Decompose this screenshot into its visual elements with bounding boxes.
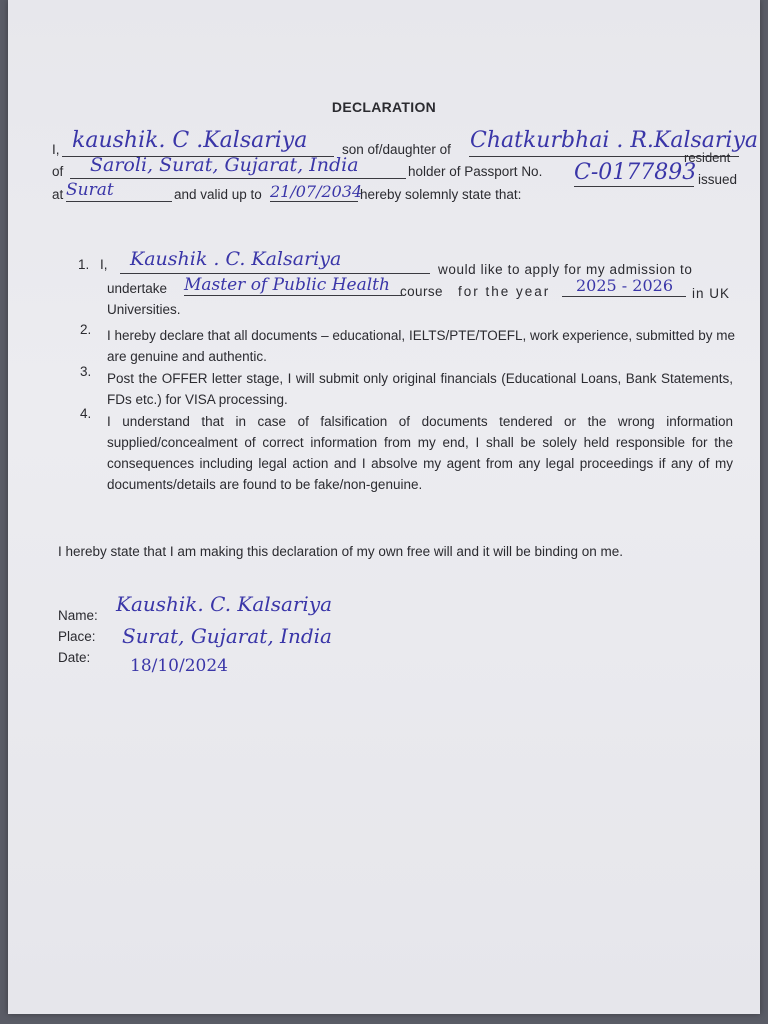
item-1-i-prefix: I, — [100, 257, 108, 272]
item-1-year-label: for the year — [458, 284, 551, 299]
issued-at-handwritten: Surat — [66, 180, 114, 200]
solemn-label: hereby solemnly state that: — [360, 187, 522, 202]
footer-date-handwritten: 18/10/2024 — [130, 656, 228, 676]
item-4-number: 4. — [80, 406, 92, 421]
footer-name-handwritten: Kaushik. C. Kalsariya — [116, 592, 333, 616]
intro-i-prefix: I, — [52, 142, 60, 157]
valid-date-underline — [270, 201, 358, 202]
item-3-number: 3. — [80, 364, 92, 379]
item-1-name-handwritten: Kaushik . C. Kalsariya — [130, 248, 342, 270]
free-will-statement: I hereby state that I am making this declaration of my own free will and it will be binding on me. — [58, 544, 624, 559]
item-1-year-underline — [562, 296, 686, 297]
passport-holder-label: holder of Passport No. — [408, 164, 543, 179]
address-underline — [70, 178, 406, 179]
item-1-text-a: would like to apply for my admission to — [438, 262, 693, 277]
name-label: Name: — [58, 608, 98, 623]
item-1-name-underline — [120, 273, 430, 274]
date-label: Date: — [58, 650, 91, 665]
item-1-undertake-label: undertake — [107, 281, 168, 296]
item-2-text: I hereby declare that all documents – educational, IELTS/PTE/TOEFL, work experience, submitted by me are genuine and authentic. — [107, 328, 735, 364]
address-handwritten: Saroli, Surat, Gujarat, India — [90, 154, 359, 176]
item-2-number: 2. — [80, 322, 92, 337]
item-1-in-uk: in UK — [692, 286, 731, 301]
son-of-label: son of/daughter of — [342, 142, 451, 157]
item-1-year-handwritten: 2025 - 2026 — [576, 276, 674, 295]
parent-name-handwritten: Chatkurbhai . R.Kalsariya — [470, 128, 759, 153]
item-1-course-handwritten: Master of Public Health — [184, 275, 390, 295]
item-3-text: Post the OFFER letter stage, I will submit only original financials (Educational Loans, Bank Statements, FDs etc.) for VISA processing. — [107, 371, 733, 407]
passport-number-handwritten: C-0177893 — [574, 160, 697, 185]
item-1-course-underline — [184, 295, 402, 296]
resident-label: resident — [684, 150, 731, 165]
declaration-page — [8, 0, 760, 1014]
valid-date-handwritten: 21/07/2034 — [270, 182, 363, 201]
footer-place-handwritten: Surat, Gujarat, India — [122, 624, 332, 648]
issued-label: issued — [698, 172, 738, 187]
at-label: at — [52, 187, 64, 202]
applicant-name-handwritten: kaushik. C .Kalsariya — [72, 128, 308, 153]
item-1-text-b: Universities. — [107, 302, 181, 317]
item-1-course-suffix: course — [400, 284, 443, 299]
place-label: Place: — [58, 629, 96, 644]
valid-up-to-label: and valid up to — [174, 187, 262, 202]
item-4-text: I understand that in case of falsification of documents tendered or the wrong information supplied/concealment of correct information from my end, I shall be solely held responsible for the consequences including legal action and I absolve my agent from any legal proceedings if any of my documents/details are found to be fake/non-genuine. — [107, 414, 733, 492]
of-label: of — [52, 164, 64, 179]
passport-underline — [574, 186, 694, 187]
page-title: DECLARATION — [331, 99, 437, 115]
issued-at-underline — [66, 201, 172, 202]
item-1-number: 1. — [78, 257, 90, 272]
